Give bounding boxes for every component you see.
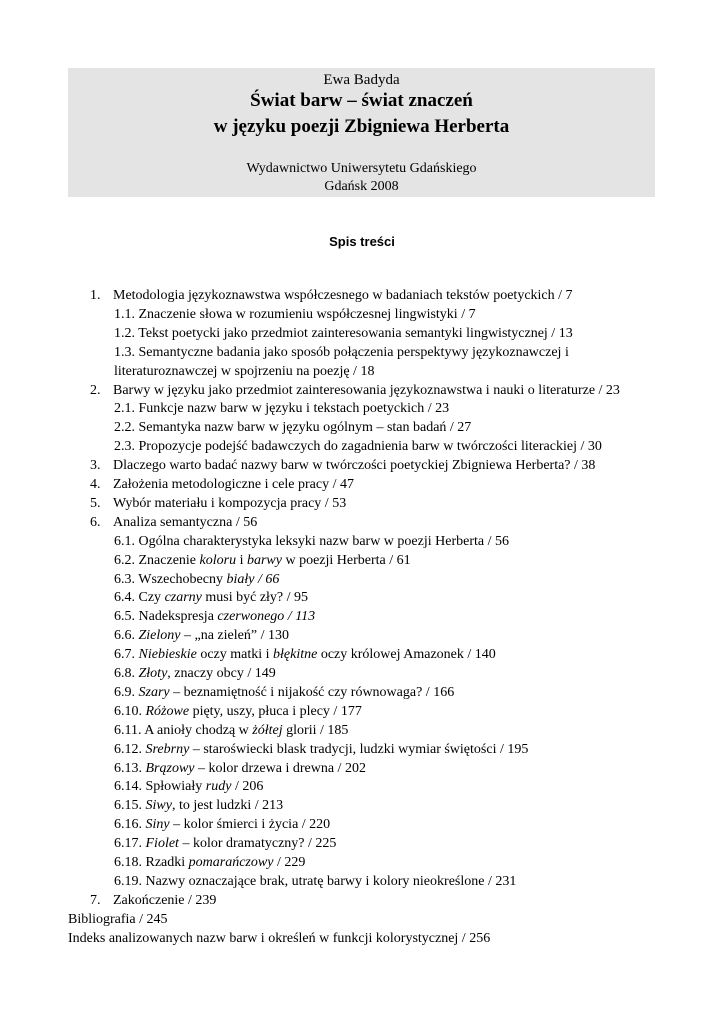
- color-term: żółtej: [252, 722, 283, 738]
- toc-entry-text: Bibliografia / 245: [68, 911, 168, 927]
- toc-text-part: , znaczy obcy / 149: [167, 666, 276, 681]
- toc-text-part: 6.13.: [114, 760, 146, 776]
- toc-heading: Spis treści: [329, 234, 395, 249]
- toc-text-part: glorii / 185: [282, 722, 349, 738]
- toc-subentry: [114, 873, 516, 891]
- toc-text-part: – kolor śmierci i życia / 220: [169, 817, 331, 833]
- toc-chapter: [90, 476, 354, 494]
- title-block: [68, 68, 655, 197]
- color-term: Brązowy: [145, 760, 195, 776]
- toc-entry-text: 6.19. Nazwy oznaczające brak, utratę barwy i kolory nieokreślone / 231: [114, 873, 517, 889]
- toc-subentry: [114, 646, 496, 664]
- toc-subentry: [114, 608, 315, 626]
- color-term: Złoty: [138, 666, 168, 681]
- toc-entry-text: Indeks analizowanych nazw barw i określeń w funkcji kolorystycznej / 256: [68, 930, 491, 946]
- toc-text-part: – beznamiętność i nijakość czy równowaga? / 166: [169, 684, 455, 700]
- toc-subentry: [114, 571, 279, 589]
- color-term: pomarańczowy: [188, 855, 274, 870]
- toc-chapter-number: 4.: [90, 477, 101, 492]
- toc-subentry: [114, 533, 509, 551]
- toc-chapter-number: 6.: [90, 514, 101, 530]
- author-name: Ewa Badyda: [323, 72, 400, 88]
- toc-entry-text: 1.3. Semantyczne badania jako sposób połączenia perspektywy językoznawczej i: [114, 344, 569, 360]
- toc-subentry: [114, 552, 411, 570]
- toc-chapter: [90, 457, 595, 475]
- toc-subentry: [114, 816, 330, 834]
- color-term: Szary: [138, 684, 170, 700]
- toc-chapter: [90, 495, 346, 513]
- color-term: Siny: [145, 817, 170, 833]
- toc-chapter: [90, 287, 573, 305]
- toc-text-part: 6.16.: [114, 817, 146, 833]
- publisher: Wydawnictwo Uniwersytetu Gdańskiego: [246, 161, 477, 176]
- toc-subentry: [114, 344, 569, 362]
- toc-subentry: [114, 589, 308, 607]
- toc-subentry: [114, 419, 471, 437]
- toc-text-part: 6.18. Rzadki: [114, 855, 189, 870]
- toc-entry-text: 2.1. Funkcje nazw barw w języku i tekstach poetyckich / 23: [114, 401, 450, 417]
- toc-text-part: 6.5. Nadekspresja: [114, 609, 218, 625]
- toc-backmatter: [68, 930, 490, 948]
- toc-text-part: i: [236, 552, 247, 568]
- toc-text-part: 6.2. Znaczenie: [114, 552, 200, 568]
- color-term: Zielony: [138, 628, 181, 644]
- toc-subentry: [114, 306, 476, 324]
- toc-text-part: oczy królowej Amazonek / 140: [317, 647, 496, 663]
- toc-text-part: 6.4. Czy: [114, 590, 165, 606]
- toc-chapter: [90, 382, 620, 400]
- toc-chapter-number: 1.: [90, 288, 101, 303]
- color-term: koloru: [199, 552, 237, 568]
- color-term: Fiolet: [145, 836, 179, 852]
- color-term: Niebieskie: [138, 647, 197, 663]
- toc-entry-text: 2.2. Semantyka nazw barw w języku ogólnym – stan badań / 27: [114, 420, 472, 436]
- toc-subentry: [114, 627, 289, 645]
- toc-text-part: oczy matki i: [196, 647, 274, 663]
- toc-text-part: , to jest ludzki / 213: [171, 798, 284, 814]
- toc-subentry: [114, 760, 366, 778]
- toc-subentry: [114, 665, 276, 683]
- toc-text-part: – kolor dramatyczny? / 225: [178, 836, 337, 852]
- toc-text-part: 6.3. Wszechobecny: [114, 571, 227, 587]
- color-term: barwy: [246, 552, 282, 568]
- toc-chapter-number: 2.: [90, 382, 101, 398]
- toc-subentry: [114, 722, 348, 740]
- toc-entry-text: Dlaczego warto badać nazwy barw w twórczości poetyckiej Zbigniewa Herberta? / 38: [113, 458, 596, 474]
- toc-subentry: [114, 363, 374, 381]
- toc-entry-text: literaturoznawczej w spojrzeniu na poezję / 18: [114, 363, 375, 379]
- toc-backmatter: [68, 911, 168, 929]
- toc-entry-text: 1.1. Znaczenie słowa w rozumieniu współczesnej lingwistyki / 7: [114, 306, 476, 322]
- toc-chapter: [90, 514, 257, 532]
- color-term: Siwy: [145, 798, 172, 814]
- toc-subentry: [114, 778, 263, 796]
- toc-text-part: pięty, uszy, płuca i plecy / 177: [189, 703, 362, 719]
- toc-entry-text: Metodologia językoznawstwa współczesnego w badaniach tekstów poetyckich / 7: [113, 288, 573, 303]
- toc-subentry: [114, 797, 283, 815]
- toc-subentry: [114, 325, 573, 343]
- toc-text-part: 6.9.: [114, 684, 139, 700]
- toc-text-part: musi być zły? / 95: [201, 590, 309, 606]
- toc-entry-text: 2.3. Propozycje podejść badawczych do zagadnienia barw w twórczości literackiej / 30: [114, 439, 602, 455]
- book-title-line-1: Świat barw – świat znaczeń: [250, 90, 473, 111]
- toc-text-part: 6.17.: [114, 836, 146, 852]
- toc-entry-text: Założenia metodologiczne i cele pracy / 47: [113, 477, 355, 492]
- color-term: rudy: [205, 779, 232, 795]
- toc-text-part: 6.11. A anioły chodzą w: [114, 722, 253, 738]
- toc-text-part: 6.15.: [114, 798, 146, 814]
- book-title-line-2: w języku poezji Zbigniewa Herberta: [213, 116, 510, 137]
- toc-text-part: w poezji Herberta / 61: [281, 552, 411, 568]
- color-term: czerwonego / 113: [217, 609, 316, 625]
- toc-entry-text: Wybór materiału i kompozycja pracy / 53: [113, 495, 347, 511]
- toc-chapter: [90, 892, 216, 910]
- toc-subentry: [114, 684, 454, 702]
- toc-subentry: [114, 741, 528, 759]
- city-year: Gdańsk 2008: [324, 179, 399, 194]
- toc-text-part: / 229: [273, 855, 306, 870]
- toc-text-part: 6.7.: [114, 647, 139, 663]
- toc-subentry: [114, 703, 362, 721]
- toc-entry-text: Zakończenie / 239: [113, 892, 217, 908]
- toc-subentry: [114, 400, 449, 418]
- toc-text-part: 6.6.: [114, 628, 139, 644]
- toc-chapter-number: 5.: [90, 495, 101, 511]
- color-term: biały / 66: [226, 571, 280, 587]
- color-term: Różowe: [145, 703, 190, 719]
- toc-text-part: – staroświecki blask tradycji, ludzki wymiar świętości / 195: [189, 741, 529, 757]
- toc-subentry: [114, 835, 336, 853]
- toc-entry-text: 1.2. Tekst poetycki jako przedmiot zainteresowania semantyki lingwistycznej / 13: [114, 325, 573, 341]
- toc-text-part: – kolor drzewa i drewna / 202: [194, 760, 366, 776]
- toc-text-part: 6.14. Spłowiały: [114, 779, 206, 795]
- color-term: czarny: [164, 590, 202, 606]
- toc-subentry: [114, 438, 602, 456]
- toc-chapter-number: 7.: [90, 892, 101, 908]
- color-term: Srebrny: [145, 741, 190, 757]
- toc-chapter-number: 3.: [90, 458, 101, 474]
- toc-text-part: 6.12.: [114, 741, 146, 757]
- toc-subentry: [114, 854, 305, 872]
- toc-entry-text: 6.1. Ogólna charakterystyka leksyki nazw barw w poezji Herberta / 56: [114, 533, 509, 549]
- toc-entry-text: Analiza semantyczna / 56: [113, 514, 258, 530]
- toc-entry-text: Barwy w języku jako przedmiot zainteresowania językoznawstwa i nauki o literaturze / 23: [113, 382, 620, 398]
- toc-text-part: 6.8.: [114, 666, 139, 681]
- color-term: błękitne: [273, 647, 318, 663]
- toc-text-part: – „na zieleń” / 130: [180, 628, 289, 644]
- toc-text-part: / 206: [231, 779, 264, 795]
- toc-text-part: 6.10.: [114, 703, 146, 719]
